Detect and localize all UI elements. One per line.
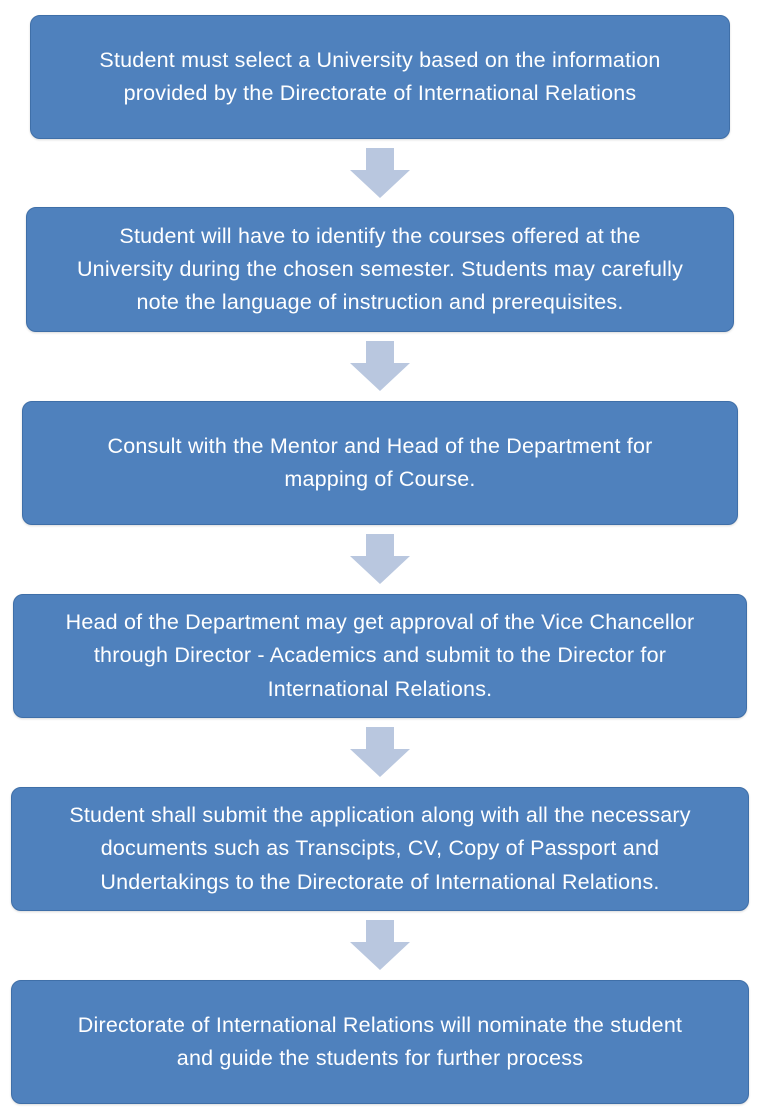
step-1-text: Student must select a University based on the information provided by the Directorate of International Relations bbox=[99, 47, 661, 105]
down-arrow-icon bbox=[350, 920, 410, 970]
step-2-text: Student will have to identify the courses offered at the University during the chosen semester. Students may carefully note the language of instruction and prerequisites. bbox=[76, 223, 684, 315]
step-6-box bbox=[11, 980, 749, 1104]
step-4-box bbox=[13, 594, 747, 718]
down-arrow-icon bbox=[350, 148, 410, 198]
step-5-text: Student shall submit the application along with all the necessary documents such as Transcipts, CV, Copy of Passport and Undertakings to the Directorate of International Relations. bbox=[69, 803, 691, 894]
step-3-box bbox=[22, 401, 738, 525]
step-2-box bbox=[26, 207, 734, 332]
down-arrow-icon bbox=[350, 727, 410, 777]
step-4-text: Head of the Department may get approval of the Vice Chancellor through Director - Academics and submit to the Director for International Relations. bbox=[65, 610, 695, 701]
step-5-box bbox=[11, 787, 749, 911]
step-1-box bbox=[30, 15, 730, 139]
step-6-text: Directorate of International Relations will nominate the student and guide the students for further process bbox=[77, 1012, 683, 1070]
step-3-text: Consult with the Mentor and Head of the Department for mapping of Course. bbox=[107, 433, 653, 491]
down-arrow-icon bbox=[350, 341, 410, 391]
down-arrow-icon bbox=[350, 534, 410, 584]
